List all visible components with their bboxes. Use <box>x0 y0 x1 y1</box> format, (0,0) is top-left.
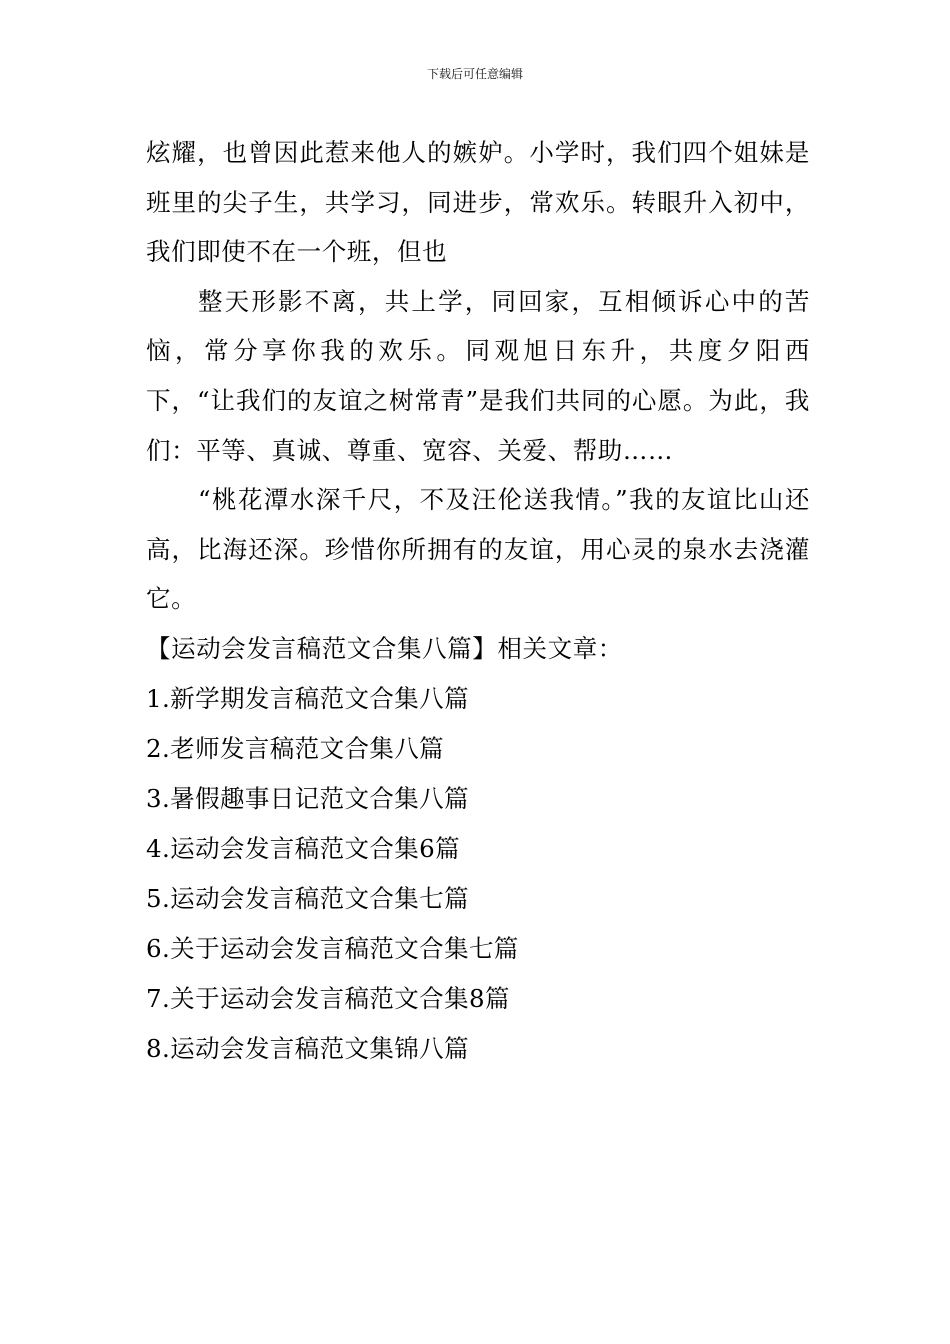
page-header: 下载后可任意编辑 <box>426 67 523 81</box>
related-article-link-1[interactable]: 1.新学期发言稿范文合集八篇 <box>146 683 469 713</box>
body-paragraph-1: 炫耀，也曾因此惹来他人的嫉妒。小学时，我们四个姐妹是班里的尖子生，共学习，同进步，常欢乐。转眼升入初中，我们即使不在一个班，但也 <box>146 138 810 267</box>
related-articles-heading: 【运动会发言稿范文合集八篇】相关文章： <box>146 633 623 663</box>
related-article-link-3[interactable]: 3.暑假趣事日记范文合集八篇 <box>146 783 469 813</box>
related-article-link-6[interactable]: 6.关于运动会发言稿范文合集七篇 <box>146 933 519 963</box>
related-article-link-5[interactable]: 5.运动会发言稿范文合集七篇 <box>146 883 469 913</box>
related-articles-list <box>146 674 810 1074</box>
related-article-link-4[interactable]: 4.运动会发言稿范文合集6篇 <box>146 833 461 863</box>
related-article-link-8[interactable]: 8.运动会发言稿范文集锦八篇 <box>146 1033 469 1063</box>
body-paragraph-3: “桃花潭水深千尺，不及汪伦送我情。”我的友谊比山还高，比海还深。珍惜你所拥有的友谊，用心灵的泉水去浇灌它。 <box>146 485 810 614</box>
related-article-link-2[interactable]: 2.老师发言稿范文合集八篇 <box>146 733 445 763</box>
related-article-link-7[interactable]: 7.关于运动会发言稿范文合集8篇 <box>146 983 510 1013</box>
document-body <box>146 128 810 1074</box>
body-paragraph-2: 整天形影不离，共上学，同回家，互相倾诉心中的苦恼，常分享你我的欢乐。同观旭日东升，共度夕阳西下，“让我们的友谊之树常青”是我们共同的心愿。为此，我们：平等、真诚、尊重、宽容、关爱、帮助…… <box>146 286 810 465</box>
